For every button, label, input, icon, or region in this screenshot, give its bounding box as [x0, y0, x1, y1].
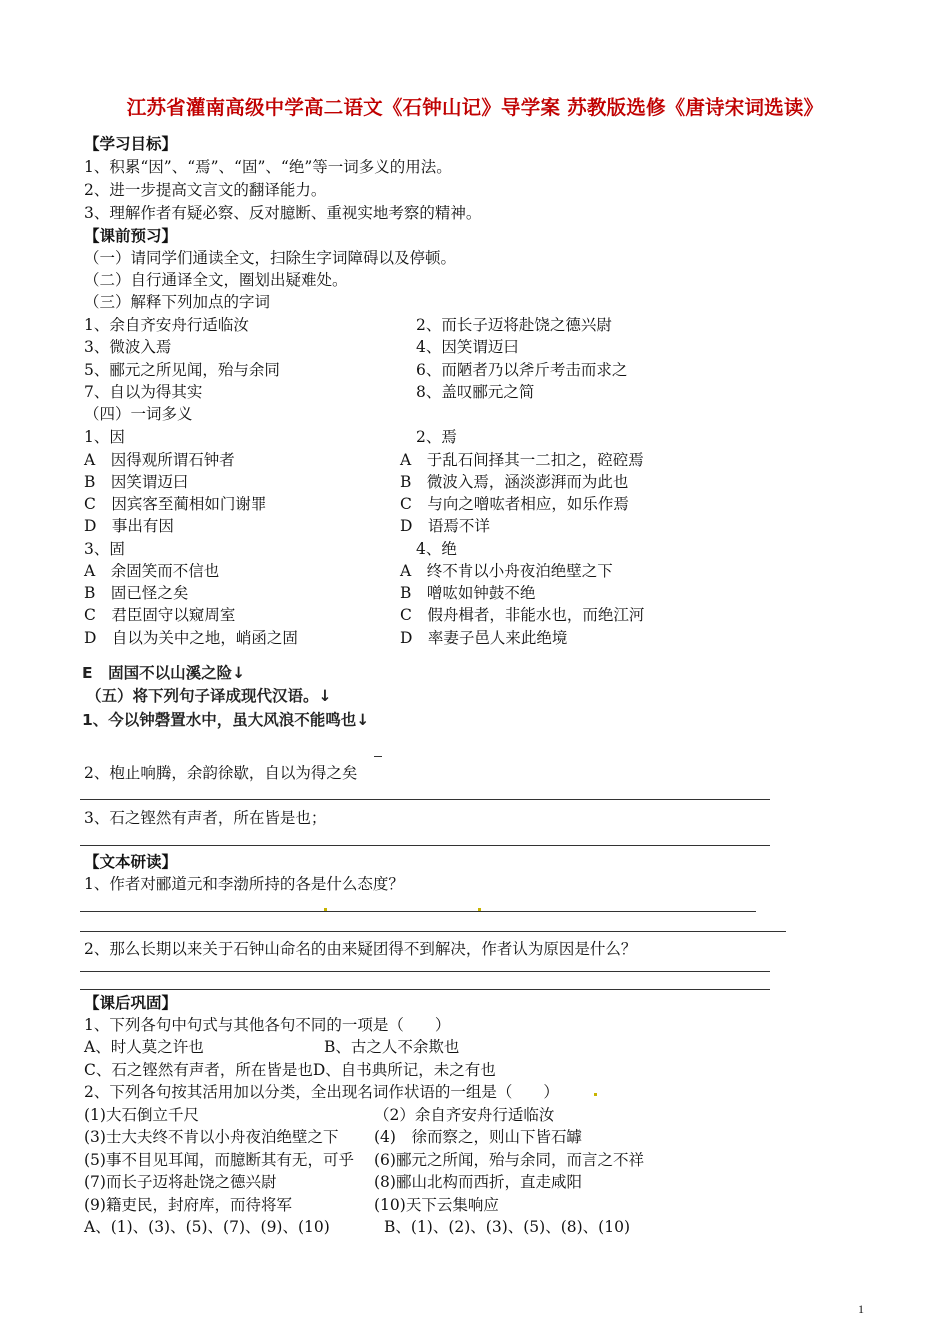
answer-line — [80, 911, 756, 912]
word-item: 6、而陋者乃以斧斤考击而求之 — [416, 361, 628, 379]
polysemy-option: D 事出有因 — [84, 517, 174, 535]
scan-mark — [324, 908, 327, 911]
word-item: 8、盖叹郦元之简 — [416, 383, 535, 401]
translate-item: 3、石之铿然有声者，所在皆是也； — [84, 809, 327, 827]
polysemy-option: A 余固笑而不信也 — [84, 562, 220, 580]
preview-item: （三）解释下列加点的字词 — [84, 293, 271, 311]
answer-line — [80, 799, 770, 800]
consolidate-question: 1、下列各句中句式与其他各句不同的一项是（ ） — [84, 1016, 451, 1034]
polysemy-option: D 自以为关中之地，峭函之固 — [84, 629, 298, 647]
sentence-item: (8)郦山北构而西折，直走咸阳 — [374, 1173, 582, 1191]
polysemy-option: D 率妻子邑人来此绝境 — [400, 629, 568, 647]
answer-line — [374, 756, 382, 757]
consolidate-question: 2、下列各句按其活用加以分类，全出现名词作状语的一组是（ ） — [84, 1083, 559, 1101]
answer-line — [80, 931, 786, 932]
word-item: 3、微波入焉 — [84, 338, 172, 356]
reading-question: 1、作者对郦道元和李渤所持的各是什么态度？ — [84, 875, 404, 893]
scan-mark — [594, 1093, 597, 1096]
polysemy-option: B 微波入焉，涵淡澎湃而为此也 — [400, 473, 629, 491]
preview-item: （二）自行通译全文，圈划出疑难处。 — [84, 271, 348, 289]
sentence-item: (9)籍吏民，封府库，而待将军 — [84, 1196, 292, 1214]
answer-line — [80, 845, 770, 846]
polysemy-option: C 假舟楫者，非能水也，而绝江河 — [400, 606, 645, 624]
polysemy-head: 2、焉 — [416, 428, 457, 446]
answer-line — [80, 971, 770, 972]
polysemy-option: B 固已怪之矣 — [84, 584, 189, 602]
polysemy-head: 1、因 — [84, 428, 125, 446]
word-item: 2、而长子迈将赴饶之德兴尉 — [416, 316, 612, 334]
objective-item: 2、进一步提高文言文的翻译能力。 — [84, 181, 327, 199]
sentence-item: (6)郦元之所闻，殆与余同，而言之不祥 — [374, 1151, 644, 1169]
translate-item: 2、枹止响腾，余韵徐歇，自以为得之矣 — [84, 764, 358, 782]
polysemy-extra: E 固国不以山溪之险↓ — [82, 664, 246, 682]
consolidate-heading: 【课后巩固】 — [84, 994, 178, 1012]
word-item: 4、因笑谓迈曰 — [416, 338, 519, 356]
sentence-item: (1)大石倒立千尺 — [84, 1106, 199, 1124]
answer-line — [80, 989, 770, 990]
sentence-item: (7)而长子迈将赴饶之德兴尉 — [84, 1173, 277, 1191]
polysemy-option: D 语焉不详 — [400, 517, 490, 535]
polysemy-heading: （四）一词多义 — [84, 405, 193, 423]
translate-heading: （五）将下列句子译成现代汉语。↓ — [86, 687, 332, 705]
reading-heading: 【文本研读】 — [84, 853, 178, 871]
consolidate-option: C、石之铿然有声者，所在皆是也D、自书典所记，未之有也 — [84, 1061, 496, 1079]
polysemy-option: C 君臣固守以窥周室 — [84, 606, 236, 624]
polysemy-option: A 于乱石间择其一二扣之，硿硿焉 — [400, 451, 644, 469]
polysemy-head: 4、绝 — [416, 540, 457, 558]
word-item: 7、自以为得其实 — [84, 383, 203, 401]
sentence-item: (10)天下云集响应 — [374, 1196, 499, 1214]
polysemy-head: 3、固 — [84, 540, 125, 558]
objective-item: 1、积累“因”、“焉”、“固”、“绝”等一词多义的用法。 — [84, 158, 452, 176]
consolidate-option: A、(1)、(3)、(5)、(7)、(9)、(10) — [84, 1218, 330, 1236]
sentence-item: (5)事不目见耳闻，而臆断其有无，可乎 — [84, 1151, 354, 1169]
polysemy-option: A 终不肯以小舟夜泊绝壁之下 — [400, 562, 613, 580]
polysemy-option: A 因得观所谓石钟者 — [84, 451, 235, 469]
consolidate-option: B、古之人不余欺也 — [324, 1038, 460, 1056]
translate-item: 1、今以钟磬置水中，虽大风浪不能鸣也↓ — [82, 711, 370, 729]
scan-mark — [478, 908, 481, 911]
objectives-heading: 【学习目标】 — [84, 135, 178, 153]
objective-item: 3、理解作者有疑必察、反对臆断、重视实地考察的精神。 — [84, 204, 482, 222]
polysemy-option: C 因宾客至蔺相如门谢罪 — [84, 495, 267, 513]
polysemy-option: C 与向之噌吰者相应，如乐作焉 — [400, 495, 629, 513]
polysemy-option: B 因笑谓迈曰 — [84, 473, 189, 491]
sentence-item: （2）余自齐安舟行适临汝 — [374, 1106, 555, 1124]
document-title: 江苏省灌南高级中学高二语文《石钟山记》导学案 苏教版选修《唐诗宋词选读》 — [126, 96, 824, 119]
word-item: 1、余自齐安舟行适临汝 — [84, 316, 249, 334]
sentence-item: (3)士大夫终不肯以小舟夜泊绝壁之下 — [84, 1128, 339, 1146]
polysemy-option: B 噌吰如钟鼓不绝 — [400, 584, 536, 602]
reading-question: 2、那么长期以来关于石钟山命名的由来疑团得不到解决，作者认为原因是什么？ — [84, 940, 637, 958]
page-number: 1 — [858, 1302, 864, 1316]
preview-item: （一）请同学们通读全文，扫除生字词障碍以及停顿。 — [84, 249, 457, 267]
preview-heading: 【课前预习】 — [84, 227, 178, 245]
consolidate-option: B、(1)、(2)、(3)、(5)、(8)、(10) — [384, 1218, 630, 1236]
consolidate-option: A、时人莫之许也 — [84, 1038, 204, 1056]
sentence-item: (4) 徐而察之，则山下皆石罅 — [374, 1128, 582, 1146]
word-item: 5、郦元之所见闻，殆与余同 — [84, 361, 280, 379]
